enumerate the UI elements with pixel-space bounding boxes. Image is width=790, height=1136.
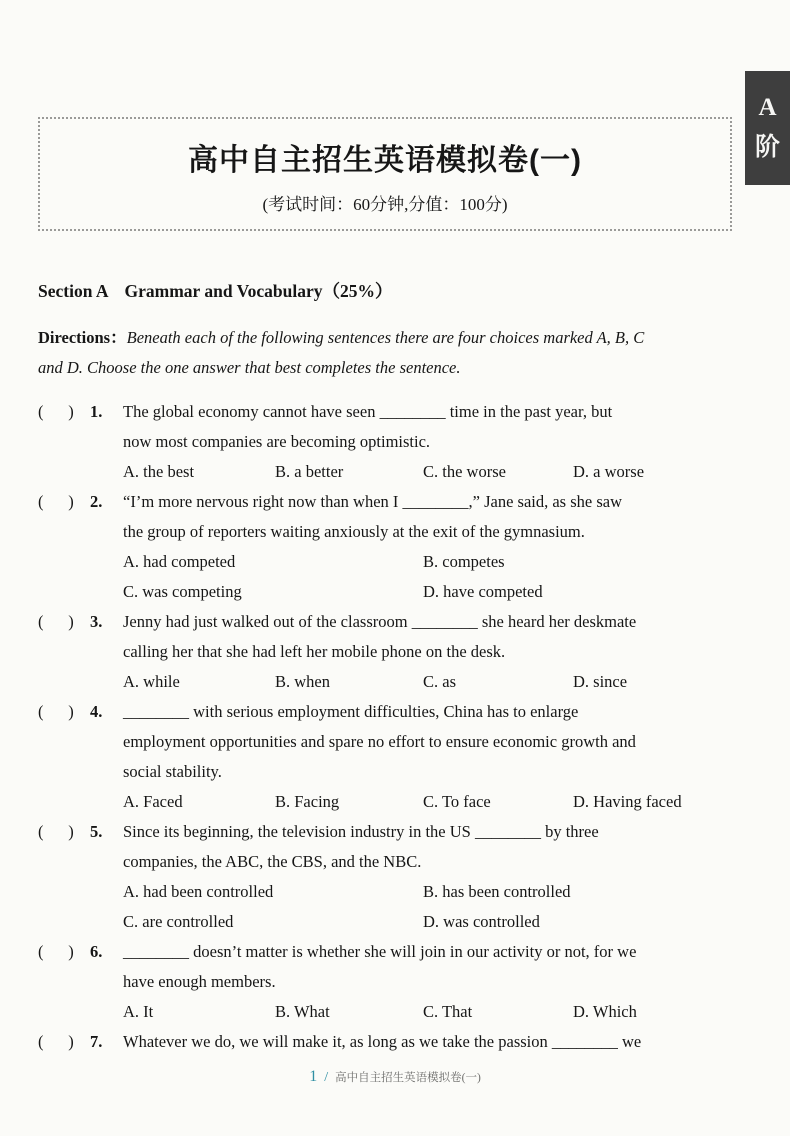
option-a: A. the best	[123, 462, 195, 481]
section-heading	[38, 276, 738, 306]
option-c: C. are controlled	[123, 912, 234, 931]
question-line: Jenny had just walked out of the classroom ________ she heard her deskmate	[123, 612, 637, 631]
option-d: D. have competed	[423, 582, 543, 601]
options-row	[123, 667, 738, 697]
question-line: employment opportunities and spare no effort to ensure economic growth and	[123, 732, 636, 751]
question-line: The global economy cannot have seen ________ time in the past year, but	[123, 402, 613, 421]
option-d: D. Having faced	[573, 792, 682, 811]
question-line: now most companies are becoming optimistic.	[123, 432, 431, 451]
question-3	[38, 607, 738, 697]
option-c: C. the worse	[423, 462, 506, 481]
options-row	[123, 877, 738, 937]
directions-line	[38, 323, 738, 353]
option-d: D. a worse	[573, 462, 645, 481]
footer-doc-title: 高中自主招生英语模拟卷(一)	[335, 1072, 481, 1084]
option-a: A. Faced	[123, 792, 183, 811]
exam-subtitle: (考试时间：60分钟,分值：100分)	[262, 195, 508, 214]
question-list	[38, 397, 738, 1057]
exam-title-box	[38, 117, 732, 231]
options-row	[123, 787, 738, 817]
option-d: D. was controlled	[423, 912, 540, 931]
option-b: B. a better	[275, 462, 344, 481]
option-a: A. had been controlled	[123, 882, 274, 901]
question-body	[123, 397, 738, 487]
option-c: C. was competing	[123, 582, 242, 601]
answer-bracket: ( )	[38, 612, 74, 631]
question-number: 7.	[90, 1032, 103, 1051]
stage-tab-letter: A	[758, 93, 777, 121]
question-number: 2.	[90, 492, 103, 511]
question-line: ________ with serious employment difficulties, China has to enlarge	[123, 702, 579, 721]
question-body	[123, 1027, 738, 1057]
answer-bracket: ( )	[38, 402, 74, 421]
question-body	[123, 487, 738, 607]
question-line: have enough members.	[123, 972, 276, 991]
question-number: 4.	[90, 702, 103, 721]
question-line: calling her that she had left her mobile phone on the desk.	[123, 642, 506, 661]
option-a: A. had competed	[123, 552, 236, 571]
option-b: B. has been controlled	[423, 882, 571, 901]
answer-bracket: ( )	[38, 1032, 74, 1051]
question-number: 3.	[90, 612, 103, 631]
page-footer	[0, 1068, 790, 1086]
question-body	[123, 817, 738, 937]
question-line: Whatever we do, we will make it, as long as we take the passion ________ we	[123, 1032, 642, 1051]
question-6	[38, 937, 738, 1027]
options-row	[123, 457, 738, 487]
question-2	[38, 487, 738, 607]
question-line: social stability.	[123, 762, 222, 781]
options-row	[123, 997, 738, 1027]
question-line: the group of reporters waiting anxiously at the exit of the gymnasium.	[123, 522, 585, 541]
option-d: D. since	[573, 672, 628, 691]
directions-line	[38, 353, 738, 383]
option-b: B. What	[275, 1002, 330, 1021]
answer-bracket: ( )	[38, 702, 74, 721]
question-7	[38, 1027, 738, 1057]
section-label: Section A	[38, 281, 109, 301]
options-row	[123, 547, 738, 607]
directions-label: Directions：	[38, 328, 127, 347]
question-line: ________ doesn’t matter is whether she will join in our activity or not, for we	[123, 942, 637, 961]
answer-bracket: ( )	[38, 822, 74, 841]
answer-bracket: ( )	[38, 492, 74, 511]
footer-page-number: 1	[309, 1068, 318, 1085]
option-b: B. Facing	[275, 792, 340, 811]
option-c: C. That	[423, 1002, 473, 1021]
question-line: Since its beginning, the television industry in the US ________ by three	[123, 822, 599, 841]
section-title: Grammar and Vocabulary（25%）	[124, 281, 393, 301]
option-a: A. while	[123, 672, 180, 691]
stage-tab-character: 阶	[754, 133, 780, 161]
option-c: C. as	[423, 672, 456, 691]
question-1	[38, 397, 738, 487]
exam-title: 高中自主招生英语模拟卷(一)	[188, 144, 582, 177]
question-line: companies, the ABC, the CBS, and the NBC.	[123, 852, 422, 871]
question-body	[123, 607, 738, 697]
answer-bracket: ( )	[38, 942, 74, 961]
option-b: B. competes	[423, 552, 505, 571]
option-a: A. It	[123, 1002, 154, 1021]
option-b: B. when	[275, 672, 330, 691]
question-4	[38, 697, 738, 817]
question-5	[38, 817, 738, 937]
question-line: “I’m more nervous right now than when I ________,” Jane said, as she saw	[123, 492, 623, 511]
directions	[38, 323, 738, 383]
exam-body	[38, 276, 738, 1057]
question-body	[123, 697, 738, 817]
option-c: C. To face	[423, 792, 491, 811]
option-d: D. Which	[573, 1002, 637, 1021]
directions-text: Beneath each of the following sentences there are four choices marked A, B, C	[126, 328, 645, 347]
stage-tab	[745, 71, 790, 185]
directions-text: and D. Choose the one answer that best completes the sentence.	[38, 358, 461, 377]
question-number: 5.	[90, 822, 103, 841]
question-body	[123, 937, 738, 1027]
footer-separator: /	[324, 1070, 329, 1085]
question-number: 6.	[90, 942, 103, 961]
question-number: 1.	[90, 402, 103, 421]
